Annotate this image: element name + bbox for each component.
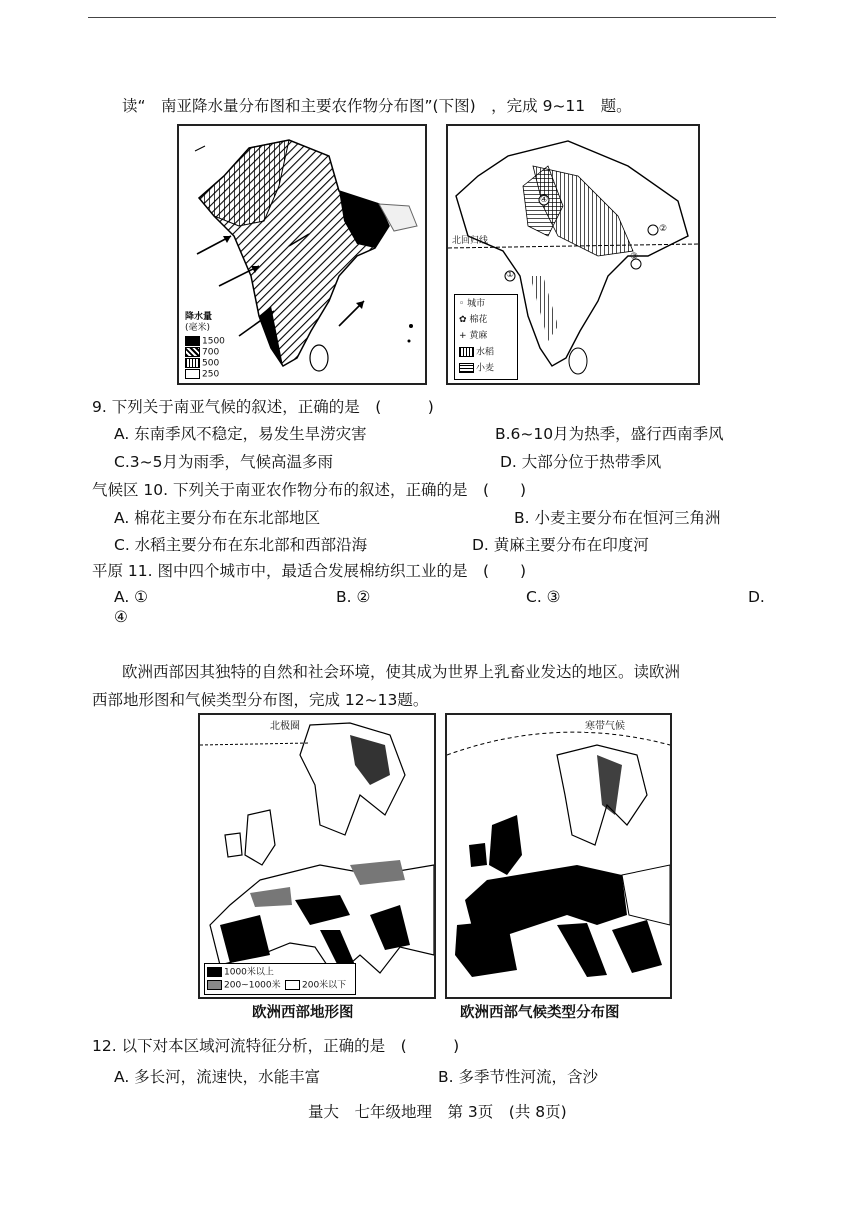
- south-asia-precipitation-map: [177, 124, 427, 385]
- city-marker-1: ①: [506, 270, 515, 280]
- legend-jute: + 黄麻: [459, 331, 488, 341]
- q10-stem: 气候区 10. 下列关于南亚农作物分布的叙述，正确的是 ( ): [92, 481, 527, 499]
- precip-legend-item: 500: [185, 358, 219, 370]
- q9-stem: 9. 下列关于南亚气候的叙述，正确的是 ( ): [92, 398, 434, 416]
- q12-option-a: A. 多长河，流速快，水能丰富: [114, 1068, 321, 1086]
- q10-option-c: C. 水稻主要分布在东北部和西部沿海: [114, 536, 368, 554]
- q10-option-b: B. 小麦主要分布在恒河三角洲: [514, 509, 721, 527]
- legend-wheat: 小麦: [459, 363, 494, 375]
- city-marker-4: ④: [540, 195, 549, 205]
- q9-option-d: D. 大部分位于热带季风: [500, 453, 662, 471]
- precip-legend-item: 250: [185, 369, 219, 381]
- western-europe-climate-map: [445, 713, 672, 999]
- terrain-legend-item: 200~1000米: [207, 980, 281, 992]
- precip-legend-item: 1500: [185, 336, 225, 348]
- q11-option-c: C. ③: [526, 588, 561, 606]
- q11-stem: 平原 11. 图中四个城市中，最适合发展棉纺织工业的是 ( ): [92, 562, 527, 580]
- legend-city: ◦ 城市: [459, 299, 486, 309]
- q11-option-d: D.: [748, 588, 765, 606]
- legend-rice: 水稻: [459, 347, 494, 359]
- precip-legend-item: 700: [185, 347, 219, 359]
- intro-south-asia: 读“ 南亚降水量分布图和主要农作物分布图”(下图) ，完成 9~11 题。: [122, 97, 632, 115]
- top-rule: [88, 17, 776, 18]
- terrain-map-caption: 欧洲西部地形图: [252, 1004, 354, 1021]
- q11-option-b: B. ②: [336, 588, 371, 606]
- q11-option-d-wrap: ④: [114, 608, 128, 626]
- terrain-legend-item: 1000米以上: [207, 967, 274, 979]
- precip-legend-unit: (毫米): [185, 323, 211, 333]
- polar-climate-label: 寒带气候: [585, 721, 625, 732]
- south-asia-crop-map: [446, 124, 700, 385]
- western-europe-terrain-map: [198, 713, 436, 999]
- q12-option-b: B. 多季节性河流，含沙: [438, 1068, 598, 1086]
- terrain-legend-item: 200米以下: [285, 980, 346, 992]
- city-marker-2: ②: [659, 224, 668, 234]
- legend-cotton: ✿ 棉花: [459, 315, 488, 325]
- q10-option-d: D. 黄麻主要分布在印度河: [472, 536, 649, 554]
- q11-option-a: A. ①: [114, 588, 149, 606]
- q10-option-a: A. 棉花主要分布在东北部地区: [114, 509, 321, 527]
- q9-option-a: A. 东南季风不稳定，易发生旱涝灾害: [114, 425, 367, 443]
- arctic-circle-label: 北极圈: [270, 721, 300, 732]
- page-footer: 量大 七年级地理 第 3页 (共 8页): [308, 1103, 567, 1121]
- tropic-of-cancer-label: 北回归线: [452, 236, 489, 246]
- city-marker-3: ③: [630, 252, 639, 262]
- terrain-legend: [204, 963, 356, 995]
- crop-legend: [454, 294, 518, 380]
- intro-europe-line2: 西部地形图和气候类型分布图，完成 12~13题。: [92, 691, 429, 709]
- q9-option-b: B.6~10月为热季，盛行西南季风: [495, 425, 724, 443]
- intro-europe-line1: 欧洲西部因其独特的自然和社会环境，使其成为世界上乳畜业发达的地区。读欧洲: [122, 663, 681, 681]
- q9-option-c: C.3~5月为雨季，气候高温多雨: [114, 453, 333, 471]
- q12-stem: 12. 以下对本区域河流特征分析，正确的是 ( ): [92, 1037, 460, 1055]
- climate-map-caption: 欧洲西部气候类型分布图: [460, 1004, 620, 1021]
- precip-legend-title: 降水量: [185, 312, 213, 322]
